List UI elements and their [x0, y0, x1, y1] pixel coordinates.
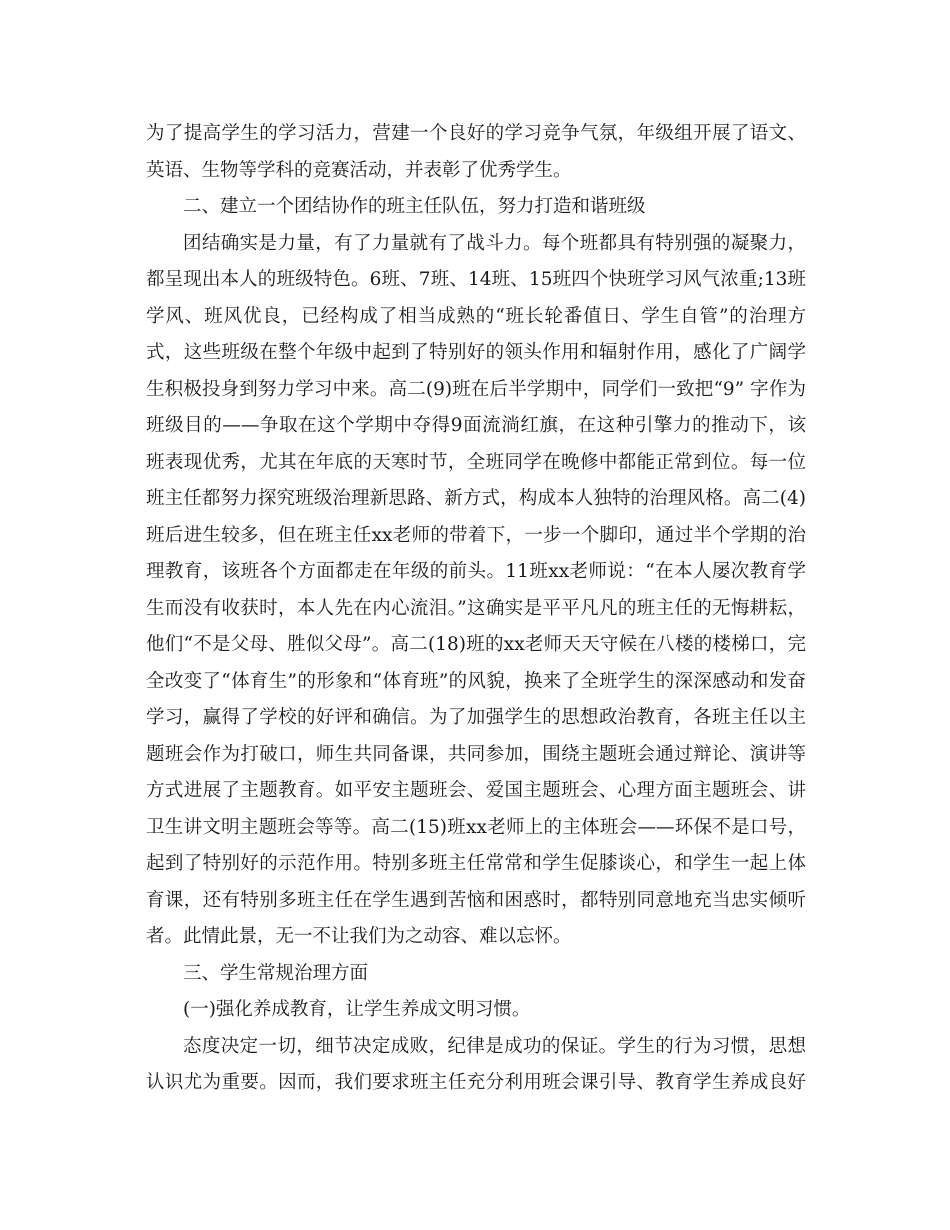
- text-line: 认识尤为重要。因而，我们要求班主任充分利用班会课引导、教育学生养成良好: [146, 1072, 806, 1093]
- text-line: 全改变了“体育生”的形象和“体育班”的风貌，换来了全班学生的深深感动和发奋: [146, 670, 806, 692]
- text-line: 学风、班风优良，已经构成了相当成熟的“班长轮番值日、学生自管”的治理方: [146, 305, 806, 327]
- section-heading: 二、建立一个团结协作的班主任队伍，努力打造和谐班级: [183, 196, 646, 217]
- text-line: 起到了特别好的示范作用。特别多班主任常常和学生促膝谈心，和学生一起上体: [146, 853, 806, 874]
- text-line: 理教育，该班各个方面都走在年级的前头。11班xx老师说：“在本人屡次教育学: [146, 561, 806, 582]
- text-line: 团结确实是力量，有了力量就有了战斗力。每个班都具有特别强的凝聚力，: [183, 232, 806, 254]
- text-line: 英语、生物等学科的竞赛活动，并表彰了优秀学生。: [146, 159, 572, 181]
- text-line: 班级目的——争取在这个学期中夺得9面流淌红旗，在这种引擎力的推动下，该: [146, 415, 806, 436]
- text-line: 班主任都努力探究班级治理新思路、新方式，构成本人独特的治理风格。高二(4): [146, 488, 806, 509]
- section-heading: 三、学生常规治理方面: [183, 962, 369, 984]
- text-line: 育课，还有特别多班主任在学生遇到苦恼和困惑时，都特别同意地充当忠实倾听: [146, 889, 806, 911]
- text-line: 题班会作为打破口，师生共同备课，共同参加，围绕主题班会通过辩论、演讲等: [146, 743, 806, 765]
- text-line: 为了提高学生的学习活力，营建一个良好的学习竞争气氛，年级组开展了语文、: [146, 123, 806, 144]
- text-line: 者。此情此景，无一不让我们为之动容、难以忘怀。: [146, 926, 572, 947]
- text-line: 式，这些班级在整个年级中起到了特别好的领头作用和辐射作用，感化了广阔学: [146, 342, 806, 363]
- text-line: 班后进生较多，但在班主任xx老师的带着下，一步一个脚印，通过半个学期的治: [146, 524, 806, 546]
- text-line: 班表现优秀，尤其在年底的天寒时节，全班同学在晚修中都能正常到位。每一位: [146, 451, 806, 473]
- text-line: 态度决定一切，细节决定成败，纪律是成功的保证。学生的行为习惯，思想: [183, 1035, 806, 1057]
- text-line: 生积极投身到努力学习中来。高二(9)班在后半学期中，同学们一致把“9” 字作为: [146, 378, 806, 400]
- text-line: 学习，赢得了学校的好评和确信。为了加强学生的思想政治教育，各班主任以主: [146, 707, 806, 728]
- text-line: 都呈现出本人的班级特色。6班、7班、14班、15班四个快班学习风气浓重;13班: [146, 269, 806, 290]
- text-line: 生而没有收获时，本人先在内心流泪。”这确实是平平凡凡的班主任的无悔耕耘，: [146, 597, 806, 619]
- subsection-heading: (一)强化养成教育，让学生养成文明习惯。: [183, 999, 531, 1020]
- text-line: 方式进展了主题教育。如平安主题班会、爱国主题班会、心理方面主题班会、讲: [146, 780, 806, 801]
- text-line: 卫生讲文明主题班会等等。高二(15)班xx老师上的主体班会——环保不是口号，: [146, 816, 806, 838]
- text-line: 他们“不是父母、胜似父母”。高二(18)班的xx老师天天守候在八楼的楼梯口，完: [146, 634, 806, 655]
- document-body: [146, 116, 806, 1102]
